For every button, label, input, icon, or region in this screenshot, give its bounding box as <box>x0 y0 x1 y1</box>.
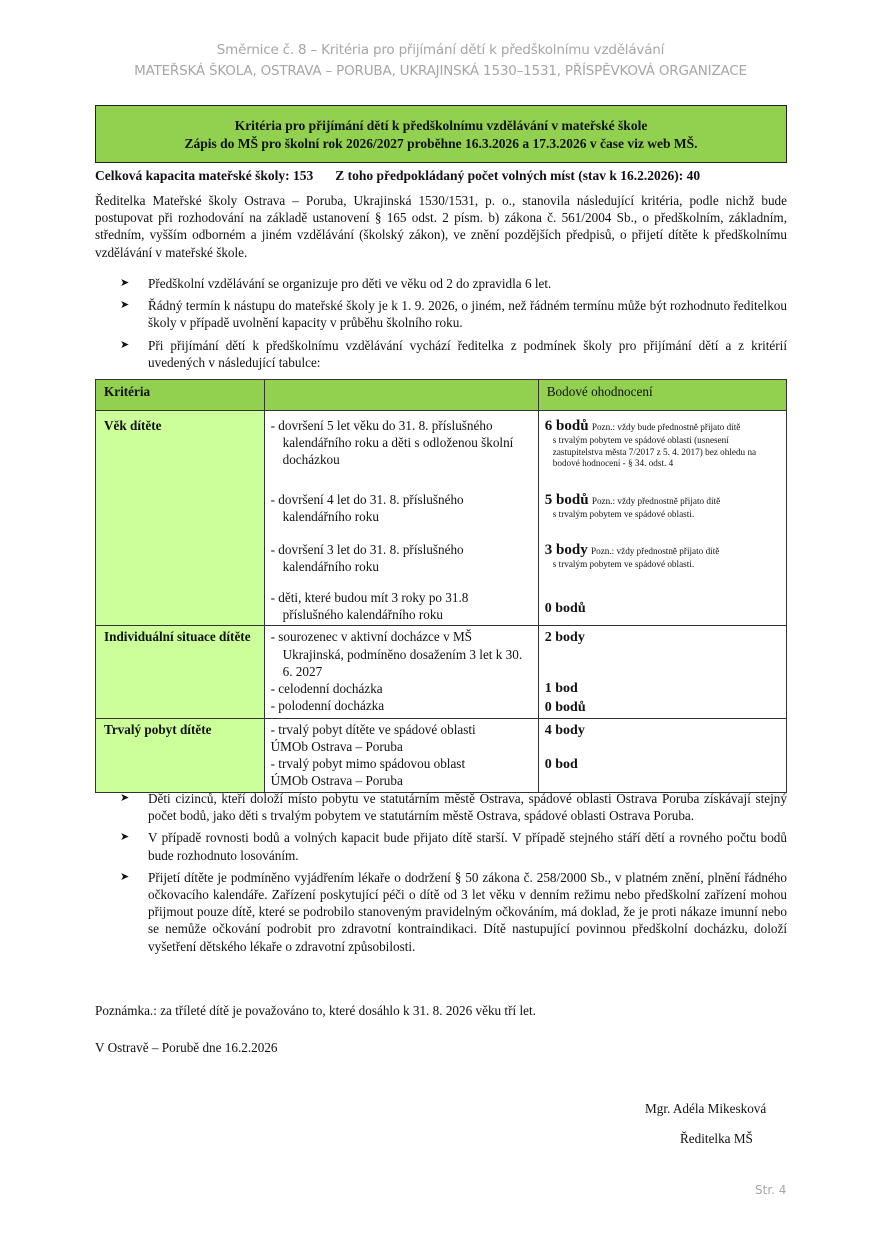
total-capacity: Celková kapacita mateřské školy: 153 <box>95 168 314 183</box>
title-banner <box>95 105 787 163</box>
points-value: 1 bod <box>544 681 578 697</box>
criterion-points <box>538 718 786 792</box>
table-header-row <box>96 380 787 411</box>
arrowhead-bullet-icon: ➤ <box>120 277 130 289</box>
points-value: 2 body <box>544 630 585 646</box>
capacity-line <box>95 168 700 184</box>
list-item: ➤ V případě rovnosti bodů a volných kapacit bude přijato dítě starší. V případě stejného stáří dětí a rovného počtu bodů bude rozhodnuto losováním. <box>120 830 787 863</box>
list-item: ➤ Přijetí dítěte je podmíněno vyjádřením lékaře o dodržení § 50 zákona č. 258/2000 Sb., v platném znění, plnění řádného očkovacího kalendáře. Zařízení poskytující péči o dítě od 3 let věku v denním režimu nebo předškolní zařízení mohou přijmout pouze dítě, které se podrobilo stanoveným pravidelným očkováním, má doklad, že je proti nákaze imunní nebo se nemůže očkování podrobit pro zdravotní kontraindikaci. Dítě nastupující povinnou předškolní docházku, doloží vyšetření dětského lékaře o zdravotní způsobilosti. <box>120 869 787 954</box>
list-item: ➤ Při přijímání dětí k předškolnímu vzdělávání vychází ředitelka z podmínek školy pro přijímání dětí a z kritérií uvedených v následující tabulce: <box>120 337 787 370</box>
list-item: ➤ Řádný termín k nástupu do mateřské školy je k 1. 9. 2026, o jiném, než řádném termínu může být rozhodnuto ředitelkou školy v případě uvolnění kapacity v průběhu školního roku. <box>120 298 787 331</box>
signature-role: Ředitelka MŠ <box>680 1131 753 1146</box>
arrowhead-bullet-icon: ➤ <box>120 299 130 312</box>
table-row-residence <box>96 718 787 792</box>
document-header-organization: MATEŘSKÁ ŠKOLA, OSTRAVA – PORUBA, UKRAJINSKÁ 1530–1531, PŘÍSPĚVKOVÁ ORGANIZACE <box>134 63 747 79</box>
points-value: 0 bodů <box>544 601 586 616</box>
criterion-points: 6 bodů Pozn.: vždy bude přednostně přijato dítě s trvalým pobytem ve spádové oblasti (usnesení zastupitelstva města 7/2017 z 5. 4. 2017) bez ohledu na bodové hodnocení - § 34. odst. 4 5 bodů Pozn.: vždy přednostně přijato dítě s trvalým pobytem ve spádové oblasti. 3 body Pozn.: vždy přednostně přijato dítě s trvalým pobytem ve spádové oblasti. 0 bodů <box>538 411 786 626</box>
header-description <box>264 380 538 411</box>
arrowhead-bullet-icon: ➤ <box>120 338 130 351</box>
points-value: 5 bodů <box>544 492 589 508</box>
points-value: 0 bod <box>544 756 578 772</box>
arrowhead-bullet-icon: ➤ <box>120 870 130 883</box>
arrowhead-bullet-icon: ➤ <box>120 792 130 804</box>
criterion-label: Individuální situace dítěte <box>96 626 265 718</box>
table-row-age <box>96 411 787 626</box>
criterion-label: Věk dítěte <box>96 411 265 626</box>
note-paragraph: Poznámka.: za tříleté dítě je považováno to, které dosáhlo k 31. 8. 2026 věku tří let. <box>95 1003 536 1018</box>
bullet-list-bottom <box>95 790 787 960</box>
place-and-date: V Ostravě – Porubě dne 16.2.2026 <box>95 1040 278 1055</box>
banner-title: Kritéria pro přijímání dětí k předškolnímu vzdělávání v mateřské škole <box>234 118 648 133</box>
page-number: Str. 4 <box>755 1183 787 1197</box>
intro-paragraph: Ředitelka Mateřské školy Ostrava – Poruba, Ukrajinská 1530/1531, p. o., stanovila následující kritéria, podle nichž bude postupovat při rozhodování na základě ustanovení § 165 odst. 2 písm. b) zákona č. 561/2004 Sb., o předškolním, základním, středním, vyšším odborném a jiném vzdělávání (školský zákon), ve znění pozdějších předpisů, o přijetí dítěte k předškolnímu vzdělávání v mateřské škole. <box>95 193 787 260</box>
header-points: Bodové ohodnocení <box>538 380 786 411</box>
points-value: 6 bodů <box>544 418 589 434</box>
signature-name: Mgr. Adéla Mikesková <box>645 1101 767 1116</box>
document-header-title: Směrnice č. 8 – Kritéria pro přijímání dětí k předškolnímu vzdělávání <box>216 42 665 58</box>
list-item: ➤ Děti cizinců, kteří doloží místo pobytu ve statutárním městě Ostrava, spádové oblasti Ostrava Poruba získávají stejný počet bodů, jako děti s trvalým pobytem ve statutárním městě Ostrava, spádové oblasti Ostrava Poruba. <box>120 791 787 824</box>
criterion-descriptions: - trvalý pobyt dítěte ve spádové oblasti ÚMOb Ostrava – Poruba - trvalý pobyt mimo spádovou oblast ÚMOb Ostrava – Poruba <box>264 718 538 792</box>
points-value: 3 body <box>544 542 588 558</box>
points-value: 0 bodů <box>544 699 586 715</box>
banner-subtitle: Zápis do MŠ pro školní rok 2026/2027 proběhne 16.3.2026 a 17.3.2026 v čase viz web MŠ. <box>184 136 698 151</box>
list-item: ➤ Předškolní vzdělávání se organizuje pro děti ve věku od 2 do zpravidla 6 let. <box>120 276 552 291</box>
table-row-individual <box>96 626 787 718</box>
criterion-label: Trvalý pobyt dítěte <box>96 718 265 792</box>
criterion-descriptions: - dovršení 5 let věku do 31. 8. příslušného kalendářního roku a děti s odloženou školní docházkou - dovršení 4 let do 31. 8. příslušného kalendářního roku - dovršení 3 let do 31. 8. příslušného kalendářního roku - děti, které budou mít 3 roky po 31.8 příslušného kalendářního roku <box>264 411 538 626</box>
header-criteria: Kritéria <box>96 380 265 411</box>
criteria-table <box>95 379 787 793</box>
criterion-descriptions: - sourozenec v aktivní docházce v MŠ Ukrajinská, podmíněno dosažením 3 let k 30. 6. 2027 - celodenní docházka - polodenní docházka <box>264 626 538 718</box>
free-places: Z toho předpokládaný počet volných míst (stav k 16.2.2026): 40 <box>335 168 701 183</box>
criterion-points <box>538 626 786 718</box>
points-value: 4 body <box>544 722 585 738</box>
arrowhead-bullet-icon: ➤ <box>120 831 130 844</box>
bullet-list-top <box>95 275 787 376</box>
